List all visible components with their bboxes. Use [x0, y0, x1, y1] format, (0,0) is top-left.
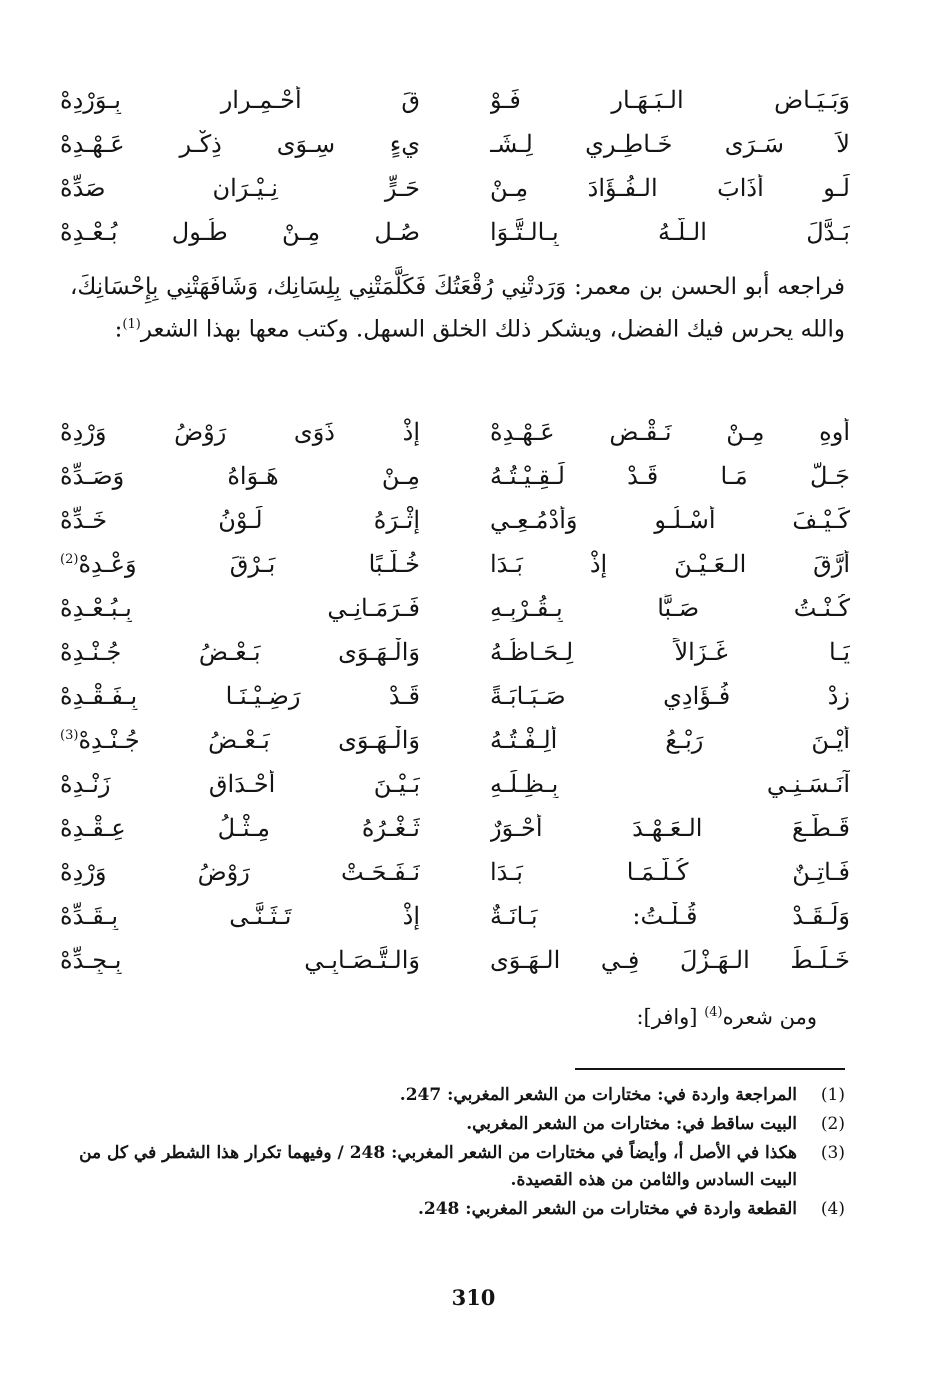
verse-first-hemistich: أَرَّقَ الـعَـيْـنَ إِذْ بَـدَا: [490, 550, 850, 578]
verse-second-hemistich: [60, 814, 420, 842]
verse-first-hemistich: خَـلَـطَ الـهَـزْلَ فِـي الـهَـوَى: [490, 946, 850, 974]
hemistich-text: إِذْ تَـثَـنَّـى بِـقَـدِّهْ: [60, 902, 420, 930]
verse-second-hemistich: [60, 594, 420, 622]
verse-first-hemistich: لاَ سَـرَى خَـاطِـرِي لِـشَـ: [490, 130, 850, 158]
footnote: [70, 1196, 845, 1223]
verse-first-hemistich: قَـطَّـعَ الـعَـهْـدَ أَحْـوَرٌ: [490, 814, 850, 842]
verse-second-hemistich: [60, 506, 420, 534]
verse-line: [60, 78, 850, 122]
footnote: [70, 1111, 845, 1138]
verse-first-hemistich: كَـيْـفَ أَسْـلُـو وَأَدْمُـعِـي: [490, 506, 850, 534]
hemistich-text: نَـفَـحَـتْ رَوْضُ وَرْدِهْ: [60, 858, 420, 886]
verse-second-hemistich: [60, 638, 420, 666]
verse-second-hemistich: [60, 550, 420, 578]
footnote-number: (2): [820, 1114, 845, 1134]
verse-line: [60, 410, 850, 454]
verse-second-hemistich: صُـلِ مِـنْ طُـولِ بُـعْـدِهْ: [60, 218, 420, 246]
verse-line: [60, 166, 850, 210]
verse-second-hemistich: يءٍ سِـوَى ذِكْـرِ عَـهْـدِهْ: [60, 130, 420, 158]
page-number: 310: [451, 1285, 496, 1310]
top-verses: [60, 78, 850, 254]
hemistich-text: وَالْـهَـوَى بَـعْـضُ جُـنْـدِهْ: [78, 726, 420, 754]
verse-first-hemistich: وَلَـقَـدْ قُـلْـتُ: بَـانَـةٌ: [490, 902, 850, 930]
verse-second-hemistich: حَـرٍّ نِـيْـرَانِ صَدِّهْ: [60, 174, 420, 202]
verse-second-hemistich: قَ أَحْـمِـرارٍ بِـوَرْدِهْ: [60, 86, 420, 114]
footnote-number: (1): [820, 1085, 845, 1105]
verse-second-hemistich: [60, 726, 420, 754]
verse-line: [60, 630, 850, 674]
verse-second-hemistich: [60, 418, 420, 446]
footnote: [70, 1140, 845, 1194]
verse-first-hemistich: فَـاتِـنٌ كُـلَّـمَـا بَـدَا: [490, 858, 850, 886]
footnote-divider: [575, 1068, 845, 1070]
verse-line: [60, 586, 850, 630]
poem-verses: [60, 410, 850, 982]
meter-line: [636, 1005, 817, 1029]
verse-line: [60, 674, 850, 718]
verse-second-hemistich: [60, 682, 420, 710]
verse-first-hemistich: جَـلَّ مَـا قَـدْ لَـقِـيْـتُـهُ: [490, 462, 850, 490]
footnote: [70, 1082, 845, 1109]
footnote-number: (4): [820, 1199, 845, 1219]
hemistich-text: وَالـتَّـصَـابِـي بِـجِـدِّهْ: [60, 946, 420, 974]
footnote-ref: (4): [704, 1005, 723, 1020]
verse-line: [60, 454, 850, 498]
footnotes: [70, 1082, 845, 1225]
footnote-ref: (1): [122, 317, 141, 332]
verse-second-hemistich: [60, 902, 420, 930]
verse-first-hemistich: أَيْـنَ رَبْـعُ أَلِـفْـتُـهُ: [490, 726, 850, 754]
verse-line: [60, 806, 850, 850]
verse-first-hemistich: بَـدَّلَ الـلَّـهُ بِـالـتَّـوَا: [490, 218, 850, 246]
verse-second-hemistich: [60, 462, 420, 490]
verse-first-hemistich: زِدْ فُـؤَادِي صَـبَـابَـةً: [490, 682, 850, 710]
verse-line: [60, 762, 850, 806]
hemistich-text: ثَـغْـرُهُ مِـثْـلُ عِـقْـدِهْ: [60, 814, 420, 842]
hemistich-text: بَـيْـنَ أَحْـدَاقِ زَنْـدِهْ: [60, 770, 420, 798]
verse-first-hemistich: كُـنْـتُ صَـبًّا بِـقُـرْبِـهِ: [490, 594, 850, 622]
verse-first-hemistich: لَـو أَذَابَ الـفُـؤَادَ مِـنْ: [490, 174, 850, 202]
meter-name: [وافر]:: [636, 1005, 698, 1029]
footnote-text: البيت ساقط في: مختارات من الشعر المغربي.: [466, 1114, 797, 1134]
hemistich-text: مِـنْ هَـوَاهُ وَصَـدِّهْ: [60, 462, 420, 490]
verse-line: [60, 718, 850, 762]
hemistich-text: فَـرَمَـانِـي بِـبُـعْـدِهْ: [60, 594, 420, 622]
verse-first-hemistich: وَبَـيَـاضِ الـبَـهَـارِ فَـوْ: [490, 86, 850, 114]
verse-second-hemistich: [60, 946, 420, 974]
hemistich-text: إِثْـرَهُ لَـوْنُ خَـدِّهْ: [60, 506, 420, 534]
hemistich-text: خُـلَّـبًا بَـرْقَ وَعْـدِهْ: [78, 550, 420, 578]
verse-line: [60, 542, 850, 586]
prose-paragraph: [70, 268, 845, 349]
hemistich-text: إِذْ ذَوَى رَوْضُ وَرْدِهْ: [60, 418, 420, 446]
footnote-ref: (3): [60, 728, 79, 743]
footnote-ref: (2): [60, 552, 79, 567]
verse-line: [60, 210, 850, 254]
footnote-text: القطعة واردة في مختارات من الشعر المغربي: 248.: [417, 1199, 797, 1219]
footnote-text: المراجعة واردة في: مختارات من الشعر المغربي: 247.: [399, 1085, 797, 1105]
verse-first-hemistich: يَـا غَـزَالاً لِـحَـاظُـهُ: [490, 638, 850, 666]
verse-first-hemistich: أُوهِ مِـنْ نَـقْـضِ عَـهْـدِهْ: [490, 418, 850, 446]
verse-line: [60, 498, 850, 542]
meter-intro: ومن شعره: [722, 1005, 817, 1029]
footnote-number: (3): [820, 1143, 845, 1163]
verse-first-hemistich: آنَـسَـنِـي بِـظِـلِّـهِ: [490, 770, 850, 798]
footnote-text: هكذا في الأصل أ، وأيضاً في مختارات من الشعر المغربي: 248 / وفيهما تكرار هذا الشطر في كل من البيت السادس والثامن من هذه القصيدة.: [79, 1143, 797, 1190]
verse-line: [60, 122, 850, 166]
verse-line: [60, 938, 850, 982]
verse-second-hemistich: [60, 858, 420, 886]
verse-line: [60, 894, 850, 938]
prose-text: فراجعه أبو الحسن بن معمر: وَرَدتْنِي رُقْعَتُكَ فَكَلَّمَتْنِي بِلِسَانِك، وَشَافَهَتْنِي بِإِحْسَانِكَ، والله يحرس فيك الفضل، ويشكر ذلك الخلق السهل. وكتب معها بهذا الشعر: [70, 274, 845, 343]
prose-tail: :: [114, 316, 123, 343]
verse-second-hemistich: [60, 770, 420, 798]
verse-line: [60, 850, 850, 894]
hemistich-text: قَـدْ رَضِـيْـنَـا بِـفَـقْـدِهْ: [60, 682, 420, 710]
hemistich-text: وَالْـهَـوَى بَـعْـضُ جُـنْـدِهْ: [60, 638, 420, 666]
